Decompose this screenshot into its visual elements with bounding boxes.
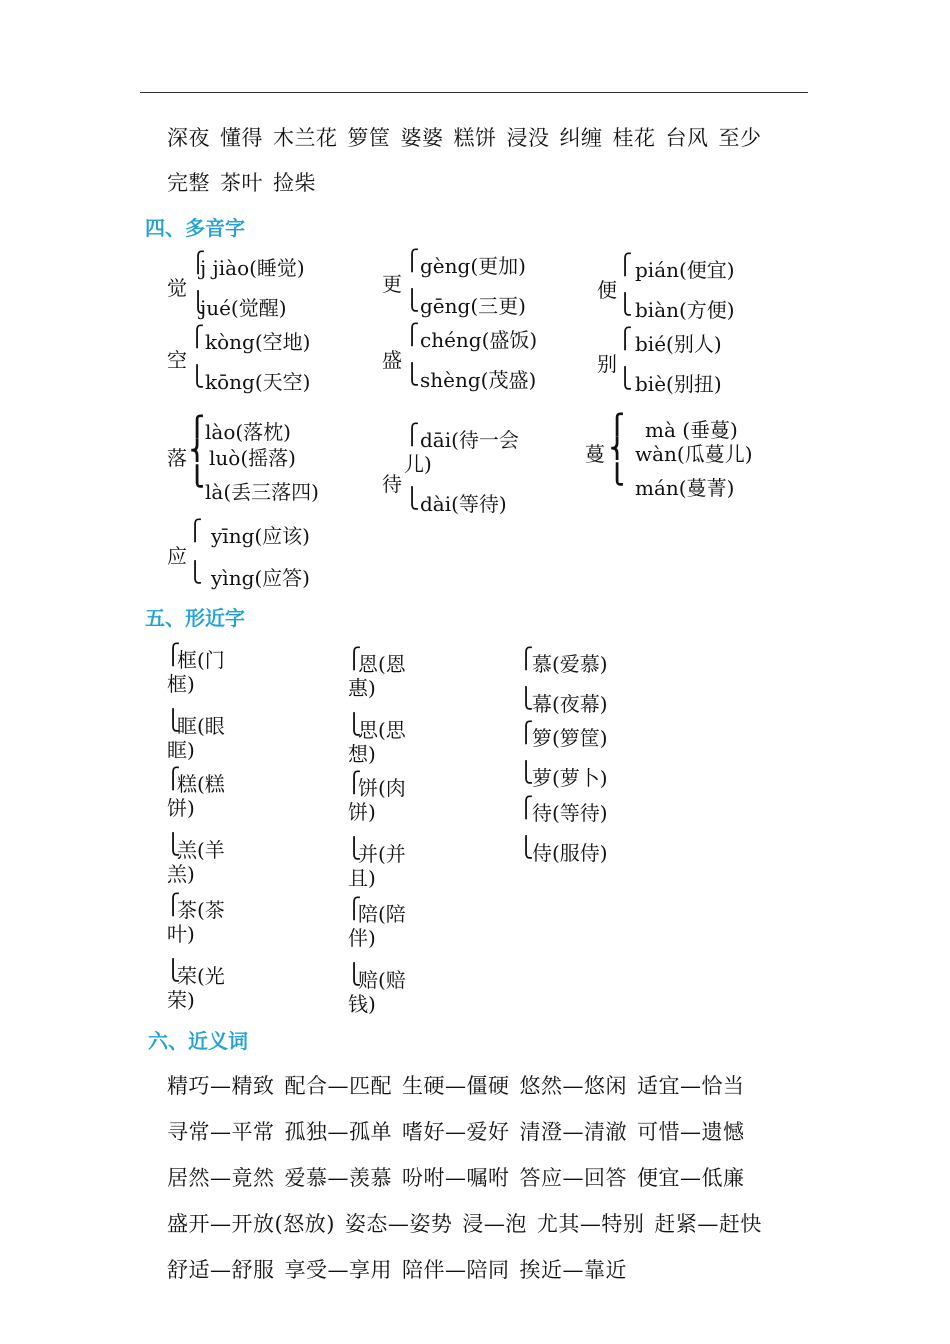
word: 木兰花: [273, 126, 338, 150]
reading: biè(别扭): [635, 372, 722, 396]
brace: ⎧: [167, 892, 180, 916]
reading: bié(别人): [635, 332, 722, 356]
word: 桂花: [612, 126, 656, 150]
brace: ⎧: [167, 766, 180, 790]
synonym-pair: 爱慕—羡慕: [284, 1166, 392, 1190]
synonym-pair: 舒适—舒服: [167, 1258, 275, 1282]
brace: ⎩: [167, 958, 180, 982]
brace: ⎩: [167, 708, 180, 732]
reading: kòng(空地): [205, 330, 311, 354]
char-word: 赔(赔: [358, 968, 406, 992]
char-word: 叶): [167, 922, 195, 946]
brace: ⎧: [619, 252, 632, 276]
synonym-line: [167, 1162, 755, 1192]
brace: ⎨: [191, 438, 204, 462]
brace: ⎧: [191, 414, 204, 438]
synonym-pair: 适宜—恰当: [637, 1074, 745, 1098]
synonym-pair: 便宜—低廉: [637, 1166, 745, 1190]
synonym-pair: 清澄—清澈: [519, 1120, 627, 1144]
reading: 儿): [404, 452, 432, 476]
char-word: 荣): [167, 988, 195, 1012]
synonym-line: [167, 1070, 755, 1100]
brace: ⎩: [520, 835, 533, 859]
brace: ⎩: [189, 560, 202, 584]
char-word: 侍(服侍): [532, 841, 608, 865]
reading: dài(等待): [420, 492, 507, 516]
reading: yīng(应该): [211, 524, 310, 548]
char-word: 眶): [167, 738, 195, 762]
char-word: 羔): [167, 862, 195, 886]
reading: kōng(天空): [205, 370, 311, 394]
char-word: 萝(萝卜): [532, 766, 608, 790]
char-word: 饼(肉: [358, 776, 406, 800]
char-word: 伴): [348, 926, 376, 950]
word: 纠缠: [559, 126, 603, 150]
brace: ⎩: [348, 712, 361, 736]
synonym-pair: 生硬—僵硬: [402, 1074, 510, 1098]
reading: pián(便宜): [635, 258, 735, 282]
synonym-pair: 浸—泡: [462, 1212, 527, 1236]
brace: ⎧: [520, 795, 533, 819]
brace: ⎧: [619, 326, 632, 350]
reading: yìng(应答): [211, 566, 310, 590]
char-word: 陪(陪: [358, 902, 406, 926]
synonym-pair: 精巧—精致: [167, 1074, 275, 1098]
char-word: 惠): [348, 676, 376, 700]
brace: ⎩: [348, 836, 361, 860]
brace: ⎧: [406, 322, 419, 346]
section-heading: 五、形近字: [145, 606, 245, 630]
char-word: 思(思: [358, 718, 406, 742]
char-word: 眶(眼: [177, 714, 225, 738]
brace: ⎧: [348, 646, 361, 670]
reading: mà (垂蔓): [645, 418, 738, 442]
section-heading: 六、近义词: [148, 1029, 248, 1053]
brace: ⎧: [520, 720, 533, 744]
char-word: 钱): [348, 992, 376, 1016]
brace: ⎩: [406, 486, 419, 510]
brace: ⎧: [611, 412, 624, 436]
word: 完整: [167, 171, 210, 195]
reading: luò(摇落): [209, 446, 296, 470]
vocab-line-2: [167, 167, 326, 197]
reading: biàn(方便): [635, 298, 735, 322]
char: 觉: [167, 276, 187, 300]
brace: ⎧: [189, 518, 202, 542]
reading: gēng(三更): [420, 294, 526, 318]
char-word: 并(并: [358, 842, 406, 866]
char-word: 想): [348, 742, 376, 766]
char-word: 待(等待): [532, 801, 608, 825]
synonym-pair: 盛开—开放(怒放): [167, 1212, 335, 1236]
synonym-pair: 悠然—悠闲: [519, 1074, 627, 1098]
char-word: 糕(糕: [177, 772, 225, 796]
word: 婆婆: [400, 126, 444, 150]
char: 待: [382, 472, 402, 496]
brace: ⎩: [348, 962, 361, 986]
char-word: 饼): [348, 800, 376, 824]
reading: jué(觉醒): [200, 296, 287, 320]
synonym-pair: 挨近—靠近: [519, 1258, 627, 1282]
reading: shèng(茂盛): [420, 368, 537, 392]
char-word: 恩(恩: [358, 652, 406, 676]
brace: ⎧: [167, 642, 180, 666]
char-word: 框(门: [177, 648, 225, 672]
char-word: 慕(爱慕): [532, 652, 608, 676]
synonym-pair: 可惜—遗憾: [637, 1120, 745, 1144]
brace: ⎩: [406, 288, 419, 312]
section-heading: 四、多音字: [145, 216, 245, 240]
reading: lào(落枕): [205, 420, 291, 444]
reading: chéng(盛饭): [420, 328, 538, 352]
brace: ⎧: [406, 422, 419, 446]
brace: ⎩: [191, 464, 204, 488]
char-word: 框): [167, 672, 195, 696]
brace: ⎧: [191, 324, 204, 348]
char: 便: [597, 278, 617, 302]
reading: gèng(更加): [420, 254, 526, 278]
word: 懂得: [220, 126, 263, 150]
char: 更: [382, 272, 402, 296]
brace: ⎧: [348, 770, 361, 794]
char: 盛: [382, 348, 402, 372]
char: 应: [167, 544, 187, 568]
synonym-pair: 吩咐—嘱咐: [402, 1166, 510, 1190]
char: 别: [597, 352, 617, 376]
brace: ⎩: [611, 462, 624, 486]
synonym-line: [167, 1116, 755, 1146]
synonym-pair: 尤其—特别: [536, 1212, 645, 1236]
char-word: 幕(夜幕): [532, 692, 608, 716]
vocab-line-1: [167, 122, 772, 152]
char: 落: [167, 446, 187, 470]
synonym-line: [167, 1208, 772, 1238]
reading: mán(蔓菁): [635, 476, 735, 500]
brace: ⎩: [520, 760, 533, 784]
char-word: 箩(箩筐): [532, 726, 608, 750]
brace: ⎩: [520, 686, 533, 710]
brace: ⎩: [192, 290, 205, 314]
char: 蔓: [585, 442, 605, 466]
synonym-pair: 答应—回答: [519, 1166, 627, 1190]
word: 台风: [665, 126, 709, 150]
brace: ⎩: [619, 366, 632, 390]
synonym-line: [167, 1254, 637, 1284]
brace: ⎩: [406, 362, 419, 386]
synonym-pair: 孤独—孤单: [284, 1120, 392, 1144]
reading: j jiào(睡觉): [200, 256, 305, 280]
word: 糕饼: [453, 126, 497, 150]
reading: wàn(瓜蔓儿): [635, 442, 753, 466]
char-word: 荣(光: [177, 964, 225, 988]
brace: ⎧: [406, 248, 419, 272]
top-rule: [140, 92, 808, 93]
char-word: 羔(羊: [177, 838, 225, 862]
brace: ⎧: [520, 646, 533, 670]
synonym-pair: 寻常—平常: [167, 1120, 275, 1144]
synonym-pair: 赶紧—赶快: [654, 1212, 762, 1236]
brace: ⎧: [192, 250, 205, 274]
word: 至少: [718, 126, 762, 150]
brace: ⎩: [167, 832, 180, 856]
char-word: 饼): [167, 796, 195, 820]
synonym-pair: 嗜好—爱好: [402, 1120, 510, 1144]
char: 空: [167, 348, 187, 372]
reading: là(丢三落四): [205, 480, 319, 504]
word: 箩筐: [347, 126, 391, 150]
synonym-pair: 居然—竟然: [167, 1166, 275, 1190]
brace: ⎩: [191, 364, 204, 388]
reading: dāi(待一会: [420, 428, 519, 452]
char-word: 茶(茶: [177, 898, 225, 922]
brace: ⎧: [348, 896, 361, 920]
synonym-pair: 享受—享用: [284, 1258, 392, 1282]
synonym-pair: 配合—匹配: [284, 1074, 392, 1098]
synonym-pair: 陪伴—陪同: [402, 1258, 510, 1282]
brace: ⎩: [619, 292, 632, 316]
word: 浸没: [506, 126, 550, 150]
word: 茶叶: [220, 171, 263, 195]
word: 捡柴: [273, 171, 316, 195]
synonym-pair: 姿态—姿势: [344, 1212, 453, 1236]
brace: ⎨: [611, 436, 624, 460]
char-word: 且): [348, 866, 376, 890]
word: 深夜: [167, 126, 210, 150]
